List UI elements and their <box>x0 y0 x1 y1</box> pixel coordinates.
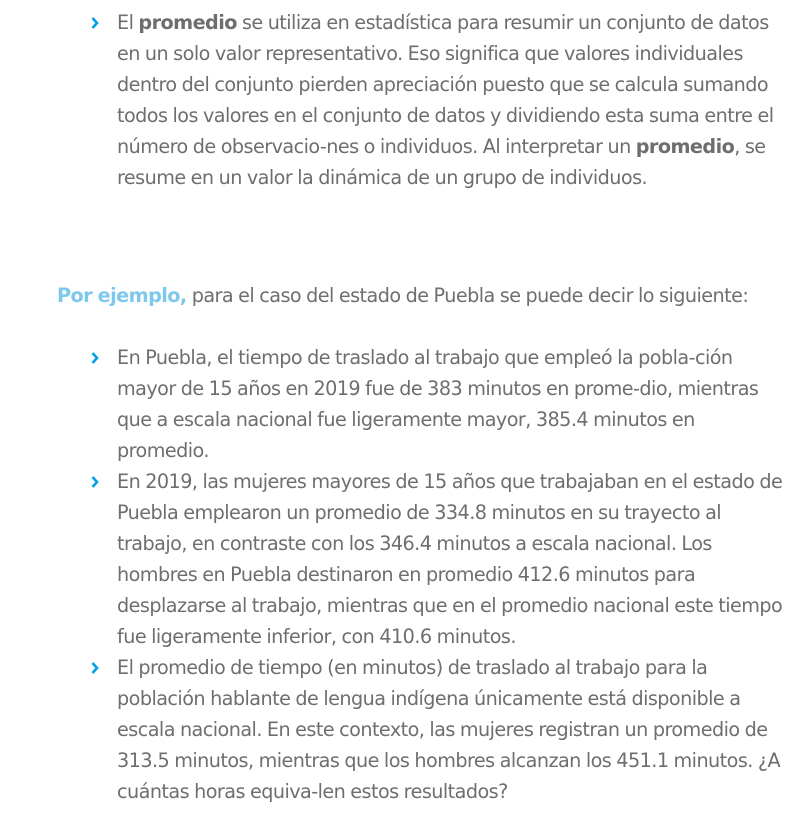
example-intro <box>57 280 777 311</box>
example-intro-text: para el caso del estado de Puebla se puede decir lo siguiente: <box>186 284 749 307</box>
definition-text-2: se utiliza en estadística para resumir un conjunto de datos en un solo valor representativo. Eso significa que valores individuales dentro del conjunto pierden apreciación puesto que se calcula sumando todos los valores en el conjunto de datos y dividiendo esta suma entre el número de observacio-nes o individuos. Al interpretar un <box>117 11 774 158</box>
example-label: Por ejemplo, <box>57 284 187 307</box>
term-promedio: promedio <box>138 11 237 34</box>
chevron-right-icon <box>88 342 102 373</box>
definition-text-1: El <box>117 11 139 34</box>
example-list <box>0 342 797 807</box>
example-item-text: En 2019, las mujeres mayores de 15 años que trabajaban en el estado de Puebla emplearon un promedio de 334.8 minutos en su trayecto al trabajo, en contraste con los 346.4 minutos a escala nacional. Los hombres en Puebla destinaron en promedio 412.6 minutos para desplazarse al trabajo, mientras que en el promedio nacional este tiempo fue ligeramente inferior, con 410.6 minutos. <box>117 470 783 648</box>
example-item <box>0 466 797 652</box>
chevron-right-icon <box>88 652 102 683</box>
example-section <box>0 342 797 807</box>
definition-item <box>0 7 797 193</box>
example-item-text: El promedio de tiempo (en minutos) de traslado al trabajo para la población hablante de lengua indígena únicamente está disponible a escala nacional. En este contexto, las mujeres registran un promedio de 313.5 minutos, mientras que los hombres alcanzan los 451.1 minutos. ¿A cuántas horas equiva-len estos resultados? <box>117 656 781 803</box>
term-promedio-2: promedio <box>635 135 735 158</box>
example-item <box>0 342 797 466</box>
example-item <box>0 652 797 807</box>
chevron-right-icon <box>88 7 102 38</box>
definition-section <box>0 7 797 193</box>
example-item-text: En Puebla, el tiempo de traslado al trabajo que empleó la pobla-ción mayor de 15 años en 2019 fue de 383 minutos en prome-dio, mientras que a escala nacional fue ligeramente mayor, 385.4 minutos en promedio. <box>117 346 759 462</box>
chevron-right-icon <box>88 466 102 497</box>
definition-text-3: , se resume en un valor la dinámica de un grupo de individuos. <box>117 135 766 189</box>
definition-list <box>0 7 797 193</box>
